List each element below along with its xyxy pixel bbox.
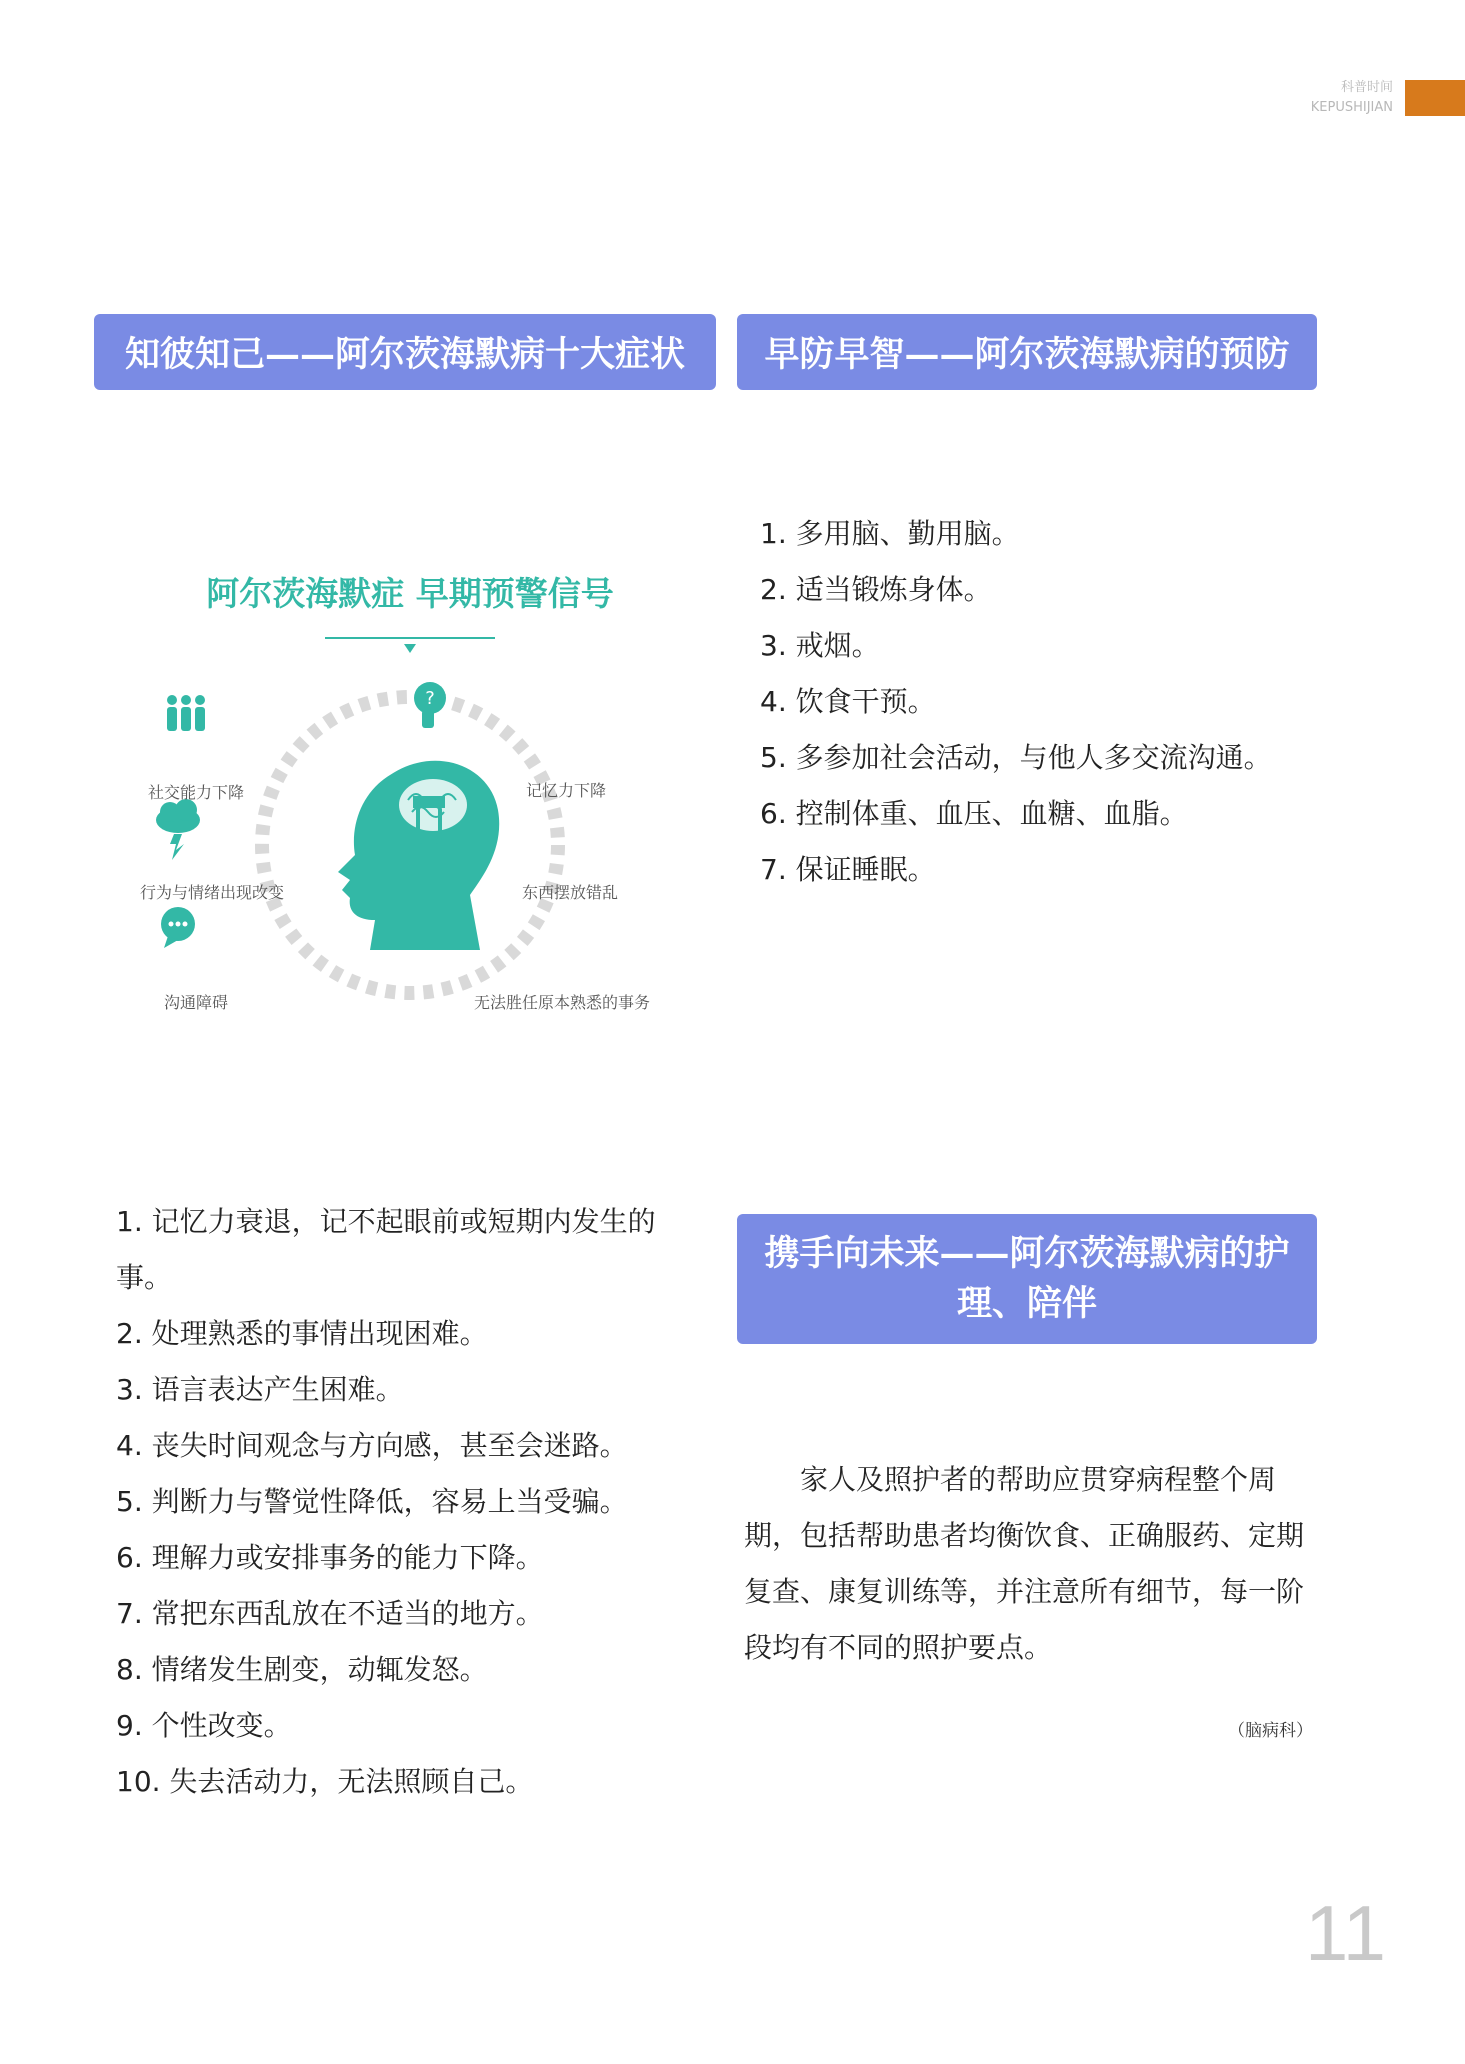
label-behavior: 行为与情绪出现改变 <box>140 883 285 902</box>
list-item: 8. 情绪发生剧变，动辄发怒。 <box>116 1653 488 1686</box>
list-item: 4. 饮食干预。 <box>760 685 936 718</box>
storm-cloud-icon <box>156 799 200 860</box>
warning-signs-poster <box>140 560 670 1030</box>
page-number: 11 <box>1305 1889 1386 1977</box>
care-banner: 携手向未来——阿尔茨海默病的护理、陪伴 <box>737 1214 1317 1344</box>
prevention-banner: 早防早智——阿尔茨海默病的预防 <box>737 314 1317 390</box>
label-memory: 记忆力下降 <box>526 781 607 800</box>
svg-text:?: ? <box>425 688 435 709</box>
list-item: 2. 适当锻炼身体。 <box>760 573 992 606</box>
care-paragraph: 家人及照护者的帮助应贯穿病程整个周期，包括帮助患者均衡饮食、正确服药、定期复查、康复训练等，并注意所有细节，每一阶段均有不同的照护要点。 <box>744 1463 1305 1664</box>
list-item: 10. 失去活动力，无法照顾自己。 <box>116 1765 534 1798</box>
header-section <box>1311 78 1393 118</box>
header-title-cn: 科普时间 <box>1340 80 1393 95</box>
poster-title: 阿尔茨海默症 早期预警信号 <box>206 574 614 613</box>
label-misplace: 东西摆放错乱 <box>522 883 619 902</box>
list-item: 9. 个性改变。 <box>116 1709 292 1742</box>
list-item: 1. 记忆力衰退，记不起眼前或短期内发生的事。 <box>116 1205 656 1294</box>
list-item: 5. 判断力与警觉性降低，容易上当受骗。 <box>116 1485 628 1518</box>
people-icon <box>167 695 205 731</box>
department-credit: （脑病科） <box>1228 1721 1313 1741</box>
title-arrow-icon <box>404 644 416 653</box>
list-item: 4. 丧失时间观念与方向感，甚至会迷路。 <box>116 1429 628 1462</box>
label-tasks: 无法胜任原本熟悉的事务 <box>474 993 651 1012</box>
list-item: 3. 戒烟。 <box>760 629 880 662</box>
header-title-en: KEPUSHIJIAN <box>1310 100 1393 115</box>
label-communication: 沟通障碍 <box>164 993 229 1012</box>
list-item: 1. 多用脑、勤用脑。 <box>760 517 1020 550</box>
list-item: 2. 处理熟悉的事情出现困难。 <box>116 1317 488 1350</box>
list-item: 7. 保证睡眠。 <box>760 853 936 886</box>
prevention-list <box>760 506 1272 898</box>
list-item: 7. 常把东西乱放在不适当的地方。 <box>116 1597 544 1630</box>
list-item: 6. 理解力或安排事务的能力下降。 <box>116 1541 544 1574</box>
symptoms-list <box>116 1194 706 1810</box>
list-item: 3. 语言表达产生困难。 <box>116 1373 404 1406</box>
symptoms-banner: 知彼知己——阿尔茨海默病十大症状 <box>94 314 716 390</box>
list-item: 6. 控制体重、血压、血糖、血脂。 <box>760 797 1188 830</box>
list-item: 5. 多参加社会活动，与他人多交流沟通。 <box>760 741 1272 774</box>
speech-bubble-icon <box>161 907 195 948</box>
header-accent-bar <box>1405 80 1465 116</box>
label-social: 社交能力下降 <box>148 783 245 802</box>
